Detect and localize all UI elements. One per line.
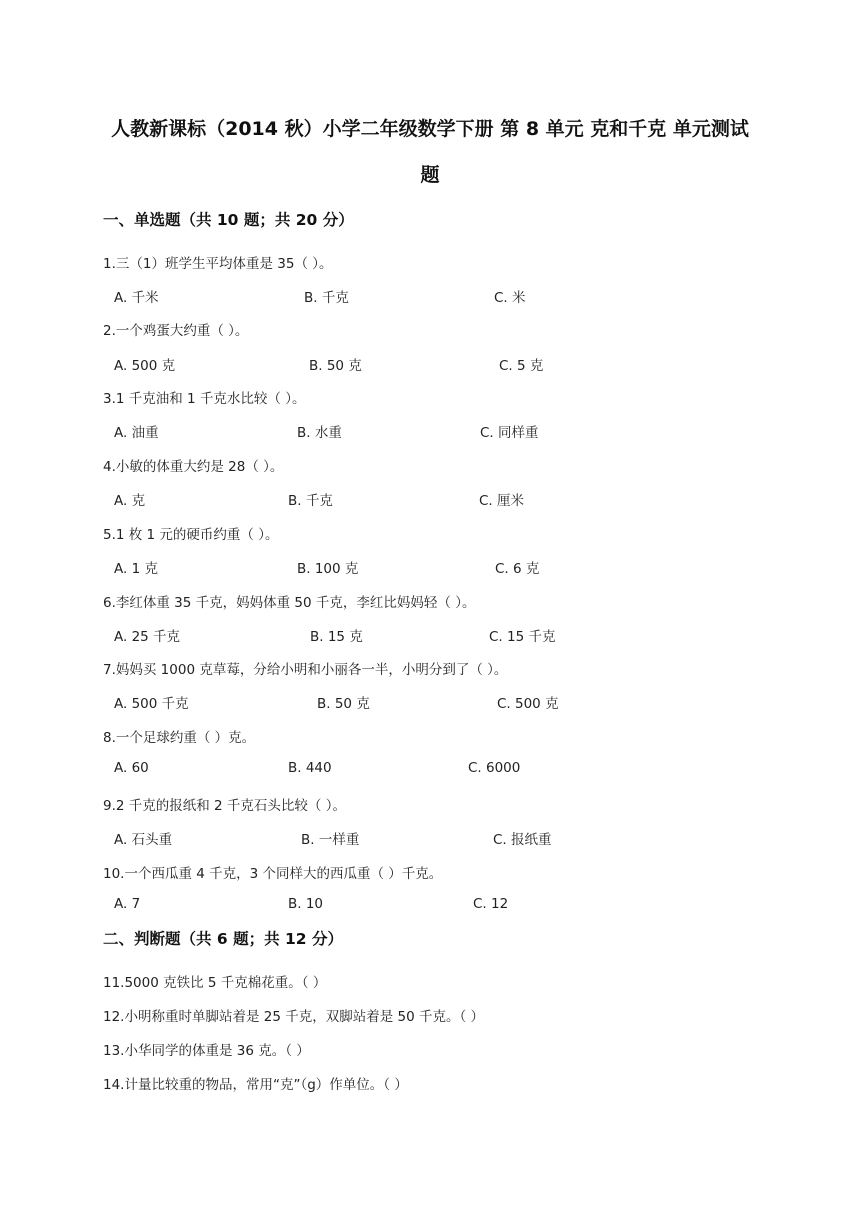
question-11: 11.5000 克铁比 5 千克棉花重。（ ） (103, 975, 327, 991)
question-9-option-c: C. 报纸重 (493, 832, 552, 848)
question-4: 4.小敏的体重大约是 28（ ）。 (103, 459, 284, 475)
question-2-option-b: B. 50 克 (309, 358, 362, 374)
question-3-option-a: A. 油重 (114, 425, 159, 441)
question-4-option-a: A. 克 (114, 493, 146, 509)
question-3-option-b: B. 水重 (297, 425, 342, 441)
question-10-option-b: B. 10 (288, 896, 324, 912)
question-3-option-c: C. 同样重 (480, 425, 539, 441)
question-8: 8.一个足球约重（ ）克。 (103, 730, 256, 746)
question-6-option-b: B. 15 克 (310, 629, 363, 645)
question-3: 3.1 千克油和 1 千克水比较（ ）。 (103, 391, 306, 407)
question-1-option-a: A. 千米 (114, 290, 159, 306)
question-2-option-c: C. 5 克 (499, 358, 544, 374)
question-4-option-c: C. 厘米 (479, 493, 525, 509)
question-14: 14.计量比较重的物品，常用“克”（g）作单位。（ ） (103, 1077, 408, 1093)
question-12: 12.小明称重时单脚站着是 25 千克，双脚站着是 50 千克。（ ） (103, 1009, 485, 1025)
question-2: 2.一个鸡蛋大约重（ ）。 (103, 323, 249, 339)
question-8-option-a: A. 60 (114, 760, 149, 776)
question-9-option-b: B. 一样重 (301, 832, 360, 848)
question-8-option-c: C. 6000 (468, 760, 521, 776)
question-10: 10.一个西瓜重 4 千克，3 个同样大的西瓜重（ ）千克。 (103, 866, 443, 882)
question-7-option-c: C. 500 克 (497, 696, 559, 712)
question-5: 5.1 枚 1 元的硬币约重（ ）。 (103, 527, 279, 543)
question-9: 9.2 千克的报纸和 2 千克石头比较（ ）。 (103, 798, 346, 814)
question-1: 1.三（1）班学生平均体重是 35（ ）。 (103, 256, 333, 272)
question-7-option-b: B. 50 克 (317, 696, 370, 712)
question-7-option-a: A. 500 千克 (114, 696, 189, 712)
question-4-option-b: B. 千克 (288, 493, 333, 509)
question-2-option-a: A. 500 克 (114, 358, 176, 374)
page-title-line-2: 题 (420, 164, 440, 186)
question-6-option-c: C. 15 千克 (489, 629, 556, 645)
page-title-line-1: 人教新课标（2014 秋）小学二年级数学下册 第 8 单元 克和千克 单元测试 (111, 118, 749, 140)
question-1-option-b: B. 千克 (304, 290, 349, 306)
question-10-option-c: C. 12 (473, 896, 509, 912)
question-10-option-a: A. 7 (114, 896, 141, 912)
question-7: 7.妈妈买 1000 克草莓，分给小明和小丽各一半，小明分到了（ ）。 (103, 662, 508, 678)
question-5-option-b: B. 100 克 (297, 561, 359, 577)
question-6-option-a: A. 25 千克 (114, 629, 181, 645)
question-5-option-a: A. 1 克 (114, 561, 158, 577)
section-heading-single-choice: 一、单选题（共 10 题；共 20 分） (103, 211, 354, 229)
question-5-option-c: C. 6 克 (495, 561, 540, 577)
section-heading-true-false: 二、判断题（共 6 题；共 12 分） (103, 930, 343, 948)
question-13: 13.小华同学的体重是 36 克。（ ） (103, 1043, 310, 1059)
question-1-option-c: C. 米 (494, 290, 526, 306)
question-6: 6.李红体重 35 千克，妈妈体重 50 千克，李红比妈妈轻（ ）。 (103, 595, 476, 611)
question-9-option-a: A. 石头重 (114, 832, 173, 848)
question-8-option-b: B. 440 (288, 760, 332, 776)
